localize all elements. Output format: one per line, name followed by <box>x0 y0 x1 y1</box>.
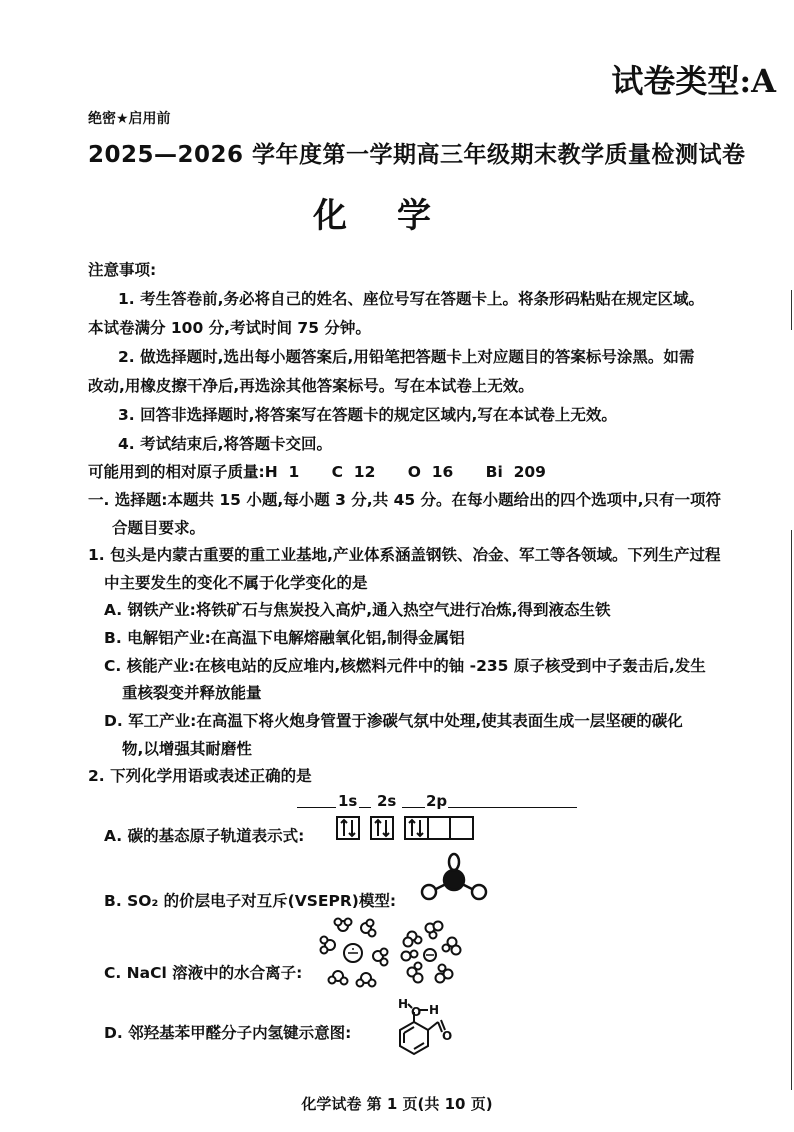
so2-vsepr-model-icon <box>418 852 490 902</box>
exam-type: 试卷类型:A <box>611 62 776 100</box>
page-footer: 化学试卷 第 1 页(共 10 页) <box>301 1095 493 1113</box>
scan-edge <box>791 290 792 330</box>
subject-title: 化学 <box>313 196 481 236</box>
q2-option-a: A. 碳的基态原子轨道表示式: <box>104 827 305 845</box>
orbital-diagram-icon <box>336 816 476 842</box>
hydrated-ions-icon <box>318 920 468 990</box>
section-intro: 一. 选择题:本题共 15 小题,每小题 3 分,共 45 分。在每小题给出的四个选项中,只有一项符 <box>88 491 721 509</box>
atomic-masses: 可能用到的相对原子质量:H 1 C 12 O 16 Bi 209 <box>88 463 546 481</box>
note-line: 4. 考试结束后,将答题卡交回。 <box>118 435 332 453</box>
note-line: 改动,用橡皮擦干净后,再选涂其他答案标号。写在本试卷上无效。 <box>88 377 534 395</box>
orbital-label-2p: 2p <box>426 792 448 810</box>
q2-stem: 2. 下列化学用语或表述正确的是 <box>88 767 312 785</box>
q1-option-c: C. 核能产业:在核电站的反应堆内,核燃料元件中的铀 -235 原子核受到中子轰击后,发生 <box>104 657 706 675</box>
note-line: 2. 做选择题时,选出每小题答案后,用铅笔把答题卡上对应题目的答案标号涂黑。如需 <box>118 348 695 366</box>
q1-option-d: D. 军工产业:在高温下将火炮身管置于渗碳气氛中处理,使其表面生成一层坚硬的碳化 <box>104 712 683 730</box>
note-line: 1. 考生答卷前,务必将自己的姓名、座位号写在答题卡上。将条形码粘贴在规定区域。 <box>118 290 704 308</box>
section-intro: 合题目要求。 <box>112 519 206 537</box>
q1-stem: 中主要发生的变化不属于化学变化的是 <box>104 574 368 592</box>
q2-option-d: D. 邻羟基苯甲醛分子内氢键示意图: <box>104 1024 352 1042</box>
q1-option-b: B. 电解铝产业:在高温下电解熔融氧化铝,制得金属铝 <box>104 629 465 647</box>
note-line: 3. 回答非选择题时,将答案写在答题卡的规定区域内,写在本试卷上无效。 <box>118 406 617 424</box>
orbital-label-2s: 2s <box>371 792 402 810</box>
q1-option-d: 物,以增强其耐磨性 <box>122 740 252 758</box>
atom-h: H <box>429 1003 440 1017</box>
scan-edge <box>791 530 792 1090</box>
atom-o: O <box>411 1005 422 1019</box>
atom-o: O <box>442 1029 453 1043</box>
q1-option-c: 重核裂变并释放能量 <box>122 684 262 702</box>
note-line: 本试卷满分 100 分,考试时间 75 分钟。 <box>88 319 371 337</box>
salicylaldehyde-hbond-icon <box>384 998 464 1070</box>
secret-label: 绝密★启用前 <box>88 111 171 127</box>
atom-h: H <box>398 997 409 1011</box>
q2-option-b: B. SO₂ 的价层电子对互斥(VSEPR)模型: <box>104 892 397 910</box>
exam-heading: 2025—2026 学年度第一学期高三年级期末教学质量检测试卷 <box>88 142 746 168</box>
q2-option-c: C. NaCl 溶液中的水合离子: <box>104 964 303 982</box>
q1-option-a: A. 钢铁产业:将铁矿石与焦炭投入高炉,通入热空气进行冶炼,得到液态生铁 <box>104 601 611 619</box>
q1-stem: 1. 包头是内蒙古重要的重工业基地,产业体系涵盖钢铁、冶金、军工等各领域。下列生产过程 <box>88 546 721 564</box>
orbital-label-1s: 1s <box>338 792 358 810</box>
notes-title: 注意事项: <box>88 261 157 279</box>
